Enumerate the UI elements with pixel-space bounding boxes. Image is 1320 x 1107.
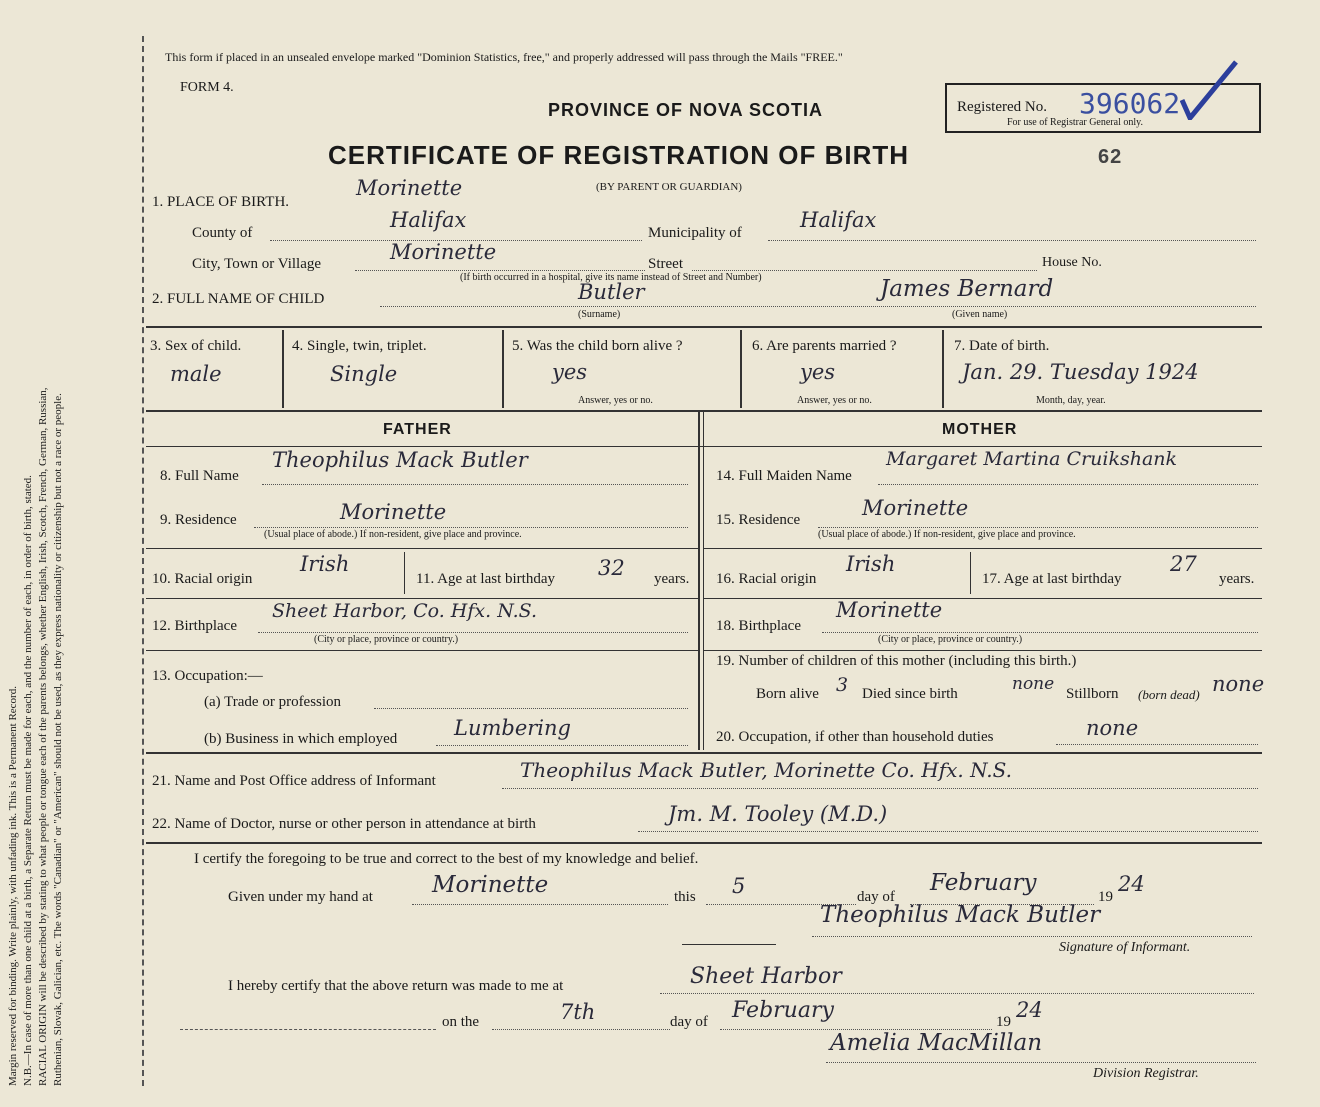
county-value: Halifax [390, 208, 467, 232]
margin-note-2: N.B.—In case of more than one child at a birth, a Separate Return must be made for each, and the number of each, in order of birth, stated. [22, 475, 34, 1086]
mother-age: 27 [1170, 552, 1197, 576]
check-mark-icon [1180, 60, 1240, 120]
father-name-label: 8. Full Name [160, 468, 239, 484]
surname-caption: (Surname) [578, 309, 621, 320]
married-caption: Answer, yes or no. [797, 395, 872, 406]
mother-birthplace: Morinette [836, 598, 943, 622]
municipality-label: Municipality of [648, 225, 742, 241]
registrar-year: 24 [1016, 998, 1043, 1022]
mother-age-label: 17. Age at last birthday [982, 571, 1122, 587]
given-label: Given under my hand at [228, 889, 373, 905]
born-alive-value: 3 [836, 674, 849, 696]
doctor-value: Jm. M. Tooley (M.D.) [668, 802, 888, 826]
form-number: FORM 4. [180, 80, 234, 95]
mother-res-label: 15. Residence [716, 512, 801, 528]
father-occ-label: 13. Occupation:— [152, 668, 263, 684]
mail-notice: This form if placed in an unsealed envelope marked "Dominion Statistics, free," and properly addressed will pass through the Mails "FREE." [165, 50, 843, 64]
father-res-label: 9. Residence [160, 512, 237, 528]
registered-label: Registered No. [957, 99, 1047, 115]
on-the-label: on the [442, 1014, 480, 1030]
stillborn-value: none [1212, 672, 1265, 696]
subtitle: (BY PARENT OR GUARDIAN) [596, 181, 742, 193]
mother-race-label: 16. Racial origin [716, 571, 817, 587]
hospital-note: (If birth occurred in a hospital, give its name instead of Street and Number) [460, 272, 762, 283]
registered-number: 396062 [1079, 87, 1181, 120]
city-label: City, Town or Village [192, 256, 322, 272]
children-label: 19. Number of children of this mother (including this birth.) [716, 653, 1077, 669]
child-given-name: James Bernard [880, 276, 1054, 302]
father-bp-label: 12. Birthplace [152, 618, 237, 634]
street-label: Street [648, 256, 683, 272]
date-value: Jan. 29. Tuesday 1924 [962, 360, 1199, 384]
registrar-month: February [732, 998, 834, 1023]
alive-label: 5. Was the child born alive ? [512, 338, 683, 354]
cert-day: 5 [732, 874, 746, 898]
plurality-value: Single [330, 362, 398, 386]
died-value: none [1012, 674, 1055, 694]
margin-notes [6, 36, 66, 1086]
mother-bp-label: 18. Birthplace [716, 618, 801, 634]
margin-note-3: RACIAL ORIGIN will be described by stating to what people or tongue each of the parents belongs, whether English, Irish, Scotch, French, German, Russian, [37, 387, 49, 1086]
doctor-label: 22. Name of Doctor, nurse or other person in attendance at birth [152, 816, 536, 832]
born-alive-label: Born alive [756, 686, 819, 702]
given-place: Morinette [432, 872, 549, 898]
registrar-statement: I hereby certify that the above return was made to me at [228, 978, 564, 994]
title-suffix: 62 [1098, 146, 1123, 168]
father-birthplace: Sheet Harbor, Co. Hfx. N.S. [272, 600, 538, 622]
cert-month: February [930, 870, 1037, 896]
father-race: Irish [300, 552, 350, 576]
registrar-signature: Amelia MacMillan [830, 1030, 1043, 1056]
registrar-year-prefix: 19 [996, 1014, 1011, 1030]
place-label: 1. PLACE OF BIRTH. [152, 194, 290, 210]
binding-line [142, 36, 144, 1086]
registrar-place: Sheet Harbor [690, 964, 842, 989]
given-caption: (Given name) [952, 309, 1008, 320]
mother-name-label: 14. Full Maiden Name [716, 468, 852, 484]
sex-value: male [170, 362, 222, 386]
father-age-label: 11. Age at last birthday [416, 571, 555, 587]
stillborn-note: (born dead) [1138, 687, 1200, 702]
business-label: (b) Business in which employed [204, 731, 398, 747]
registrar-day-of: day of [670, 1014, 708, 1030]
child-name-label: 2. FULL NAME OF CHILD [152, 291, 325, 307]
registrar-note: For use of Registrar General only. [1007, 117, 1143, 128]
stillborn-label: Stillborn [1066, 686, 1119, 702]
cert-year-prefix: 19 [1098, 889, 1113, 905]
signature-caption: Signature of Informant. [1059, 940, 1191, 955]
city-value: Morinette [390, 240, 497, 264]
margin-note-1: Margin reserved for binding. Write plainly, with unfading ink. This is a Permanent Record. [7, 686, 19, 1086]
this-label: this [674, 889, 696, 905]
alive-value: yes [552, 360, 588, 384]
father-res-caption: (Usual place of abode.) If non-resident, give place and province. [264, 529, 522, 540]
certificate-title: CERTIFICATE OF REGISTRATION OF BIRTH [328, 140, 910, 170]
day-of-label: day of [857, 889, 895, 905]
registrar-day: 7th [560, 1000, 596, 1024]
child-surname: Butler [578, 280, 645, 304]
father-race-label: 10. Racial origin [152, 571, 253, 587]
mother-bp-caption: (City or place, province or country.) [878, 634, 1023, 645]
father-business: Lumbering [454, 716, 571, 740]
mother-residence: Morinette [862, 496, 969, 520]
informant-value: Theophilus Mack Butler, Morinette Co. Hfx. N.S. [520, 758, 1013, 782]
mother-res-caption: (Usual place of abode.) If non-resident, give place and province. [818, 529, 1076, 540]
cert-year: 24 [1118, 872, 1145, 896]
plurality-label: 4. Single, twin, triplet. [292, 338, 427, 354]
sex-label: 3. Sex of child. [150, 338, 242, 354]
informant-signature: Theophilus Mack Butler [820, 902, 1101, 928]
mother-occ-label: 20. Occupation, if other than household duties [716, 729, 994, 745]
house-label: House No. [1042, 255, 1102, 270]
mother-occupation: none [1086, 716, 1139, 740]
father-heading: FATHER [383, 421, 452, 438]
registrar-caption: Division Registrar. [1093, 1066, 1199, 1081]
mother-heading: MOTHER [942, 421, 1018, 438]
mother-name: Margaret Martina Cruikshank [886, 448, 1178, 470]
place-value: Morinette [356, 176, 463, 200]
father-residence: Morinette [340, 500, 447, 524]
married-value: yes [800, 360, 836, 384]
date-caption: Month, day, year. [1036, 395, 1106, 406]
father-bp-caption: (City or place, province or country.) [314, 634, 459, 645]
margin-note-4: Ruthenian, Slovak, Galician, etc. The words "Canadian" or "American" should not be used, as they express nationality or citizenship but not a race or people. [52, 393, 64, 1086]
municipality-value: Halifax [800, 208, 877, 232]
mother-years: years. [1219, 571, 1255, 587]
informant-label: 21. Name and Post Office address of Informant [152, 773, 436, 789]
trade-label: (a) Trade or profession [204, 694, 342, 710]
father-years: years. [654, 571, 690, 587]
died-label: Died since birth [862, 686, 958, 702]
certify-statement: I certify the foregoing to be true and correct to the best of my knowledge and belief. [194, 851, 699, 867]
province-heading: PROVINCE OF NOVA SCOTIA [548, 100, 824, 120]
date-label: 7. Date of birth. [954, 338, 1050, 354]
father-name: Theophilus Mack Butler [272, 448, 528, 472]
alive-caption: Answer, yes or no. [578, 395, 653, 406]
married-label: 6. Are parents married ? [752, 338, 897, 354]
county-label: County of [192, 225, 253, 241]
mother-race: Irish [846, 552, 896, 576]
father-age: 32 [598, 556, 625, 580]
